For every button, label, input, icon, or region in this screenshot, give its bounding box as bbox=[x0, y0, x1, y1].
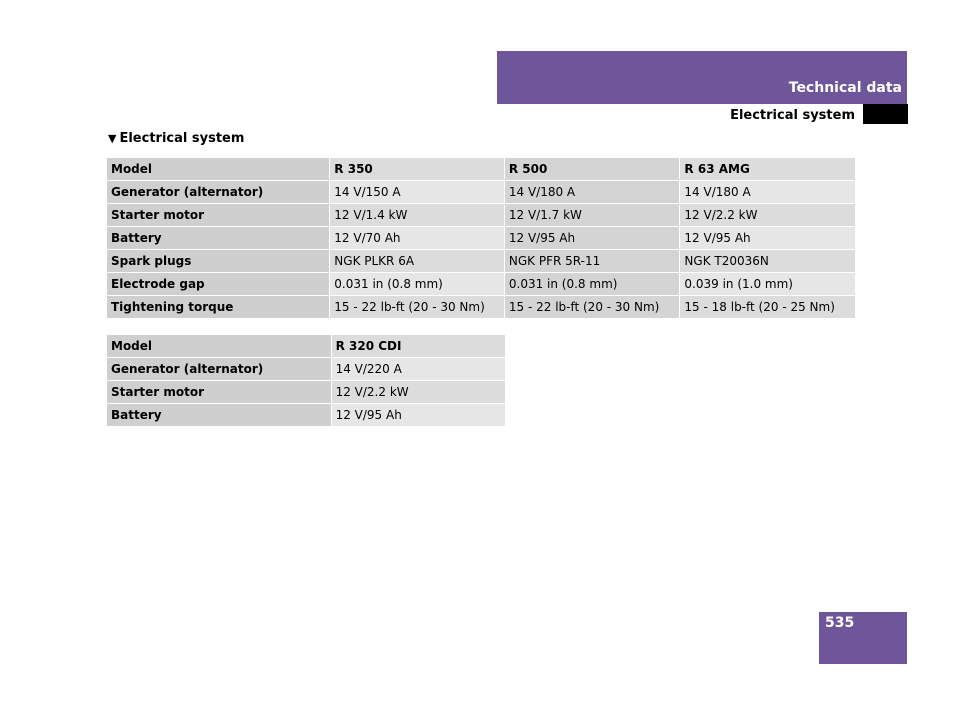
table-cell: NGK PFR 5R-11 bbox=[504, 250, 680, 273]
table-cell: 12 V/95 Ah bbox=[680, 227, 856, 250]
table-cell: 12 V/2.2 kW bbox=[331, 381, 505, 404]
table-cell: 15 - 18 lb-ft (20 - 25 Nm) bbox=[680, 296, 856, 319]
table-row bbox=[107, 273, 856, 296]
table-cell: 14 V/180 A bbox=[504, 181, 680, 204]
header-cell: Model bbox=[107, 335, 332, 358]
table-cell: 0.039 in (1.0 mm) bbox=[680, 273, 856, 296]
header-cell: Model bbox=[107, 158, 330, 181]
table-cell: NGK T20036N bbox=[680, 250, 856, 273]
table-row bbox=[107, 250, 856, 273]
table-row bbox=[107, 381, 506, 404]
table-row bbox=[107, 296, 856, 319]
table-row bbox=[107, 404, 506, 427]
row-label: Starter motor bbox=[107, 381, 332, 404]
row-label: Spark plugs bbox=[107, 250, 330, 273]
table-cell: 15 - 22 lb-ft (20 - 30 Nm) bbox=[504, 296, 680, 319]
header-cell: R 350 bbox=[330, 158, 505, 181]
table-header-row bbox=[107, 335, 506, 358]
triangle-down-icon: ▼ bbox=[108, 132, 117, 145]
table-cell: 12 V/2.2 kW bbox=[680, 204, 856, 227]
header-band bbox=[497, 51, 907, 104]
table-cell: NGK PLKR 6A bbox=[330, 250, 505, 273]
table-cell: 12 V/1.7 kW bbox=[504, 204, 680, 227]
row-label: Electrode gap bbox=[107, 273, 330, 296]
row-label: Generator (alternator) bbox=[107, 358, 332, 381]
table-cell: 0.031 in (0.8 mm) bbox=[504, 273, 680, 296]
table-header-row bbox=[107, 158, 856, 181]
page-title: Technical data bbox=[788, 80, 902, 96]
table-row bbox=[107, 227, 856, 250]
row-label: Battery bbox=[107, 404, 332, 427]
electrical-table-petrol bbox=[106, 157, 856, 319]
page-number: 535 bbox=[825, 615, 855, 631]
section-heading bbox=[108, 131, 244, 146]
table-cell: 14 V/150 A bbox=[330, 181, 505, 204]
row-label: Generator (alternator) bbox=[107, 181, 330, 204]
row-label: Tightening torque bbox=[107, 296, 330, 319]
table-row bbox=[107, 358, 506, 381]
section-heading-text: Electrical system bbox=[119, 131, 245, 146]
thumb-tab bbox=[863, 104, 908, 124]
section-subtitle: Electrical system bbox=[730, 108, 855, 123]
table-cell: 12 V/95 Ah bbox=[504, 227, 680, 250]
header-cell: R 63 AMG bbox=[680, 158, 856, 181]
table-cell: 12 V/70 Ah bbox=[330, 227, 505, 250]
row-label: Starter motor bbox=[107, 204, 330, 227]
electrical-table-diesel bbox=[106, 334, 506, 427]
header-cell: R 500 bbox=[504, 158, 680, 181]
header-cell: R 320 CDI bbox=[331, 335, 505, 358]
table-cell: 15 - 22 lb-ft (20 - 30 Nm) bbox=[330, 296, 505, 319]
table-cell: 0.031 in (0.8 mm) bbox=[330, 273, 505, 296]
row-label: Battery bbox=[107, 227, 330, 250]
table-cell: 14 V/180 A bbox=[680, 181, 856, 204]
table-cell: 12 V/1.4 kW bbox=[330, 204, 505, 227]
table-row bbox=[107, 181, 856, 204]
table-cell: 14 V/220 A bbox=[331, 358, 505, 381]
table-row bbox=[107, 204, 856, 227]
table-cell: 12 V/95 Ah bbox=[331, 404, 505, 427]
